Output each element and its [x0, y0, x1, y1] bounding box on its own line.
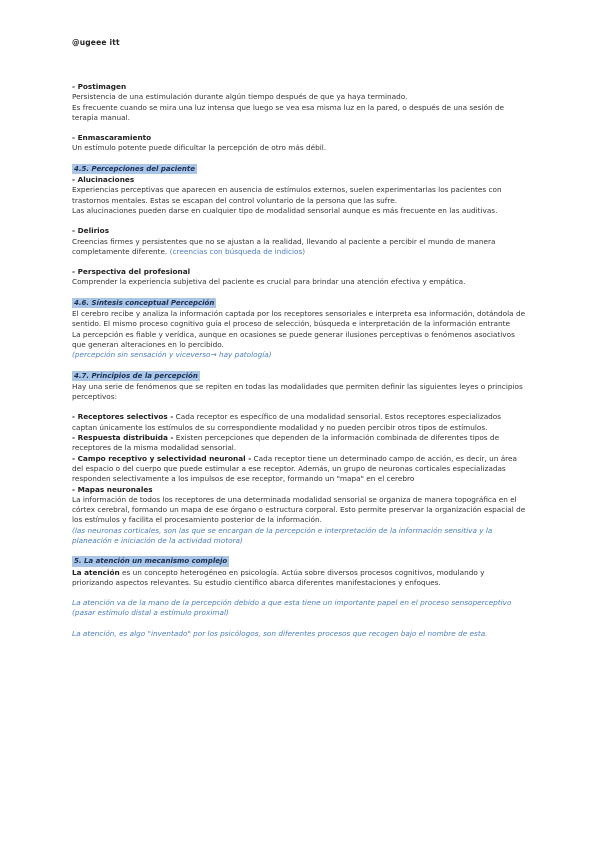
atencion-p1-rest: es un concepto heterogéneo en psicología. Actúa sobre diversos procesos cognitivos, modulando y priorizando aspectos relevantes. Su estudio científico abarca diferentes manifestaciones y enfoques. — [72, 567, 485, 587]
atencion-p1 — [72, 568, 527, 589]
postimagen-p1: Persistencia de una estimulación durante algún tiempo después de que ya haya terminado. — [72, 92, 408, 102]
delirios-note: (creencias con búsqueda de indicios) — [169, 246, 306, 256]
sintesis-note: (percepción sin sensación y viceverso→ hay patología) — [72, 350, 272, 360]
distribuida-item — [72, 433, 527, 454]
postimagen-p2: Es frecuente cuando se mira una luz intensa que luego se vea esa misma luz en la pared, o después de una sesión de terapia manual. — [72, 102, 505, 122]
brand-watermark: @ugeee itt — [72, 38, 120, 47]
alucinaciones-title: - Alucinaciones — [72, 175, 135, 185]
mapas-text: La información de todos los receptores de una determinada modalidad sensorial se organiza de manera topográfica en el córtex cerebral, formando un mapa de ese órgano o estructura corporal. Esto permite preservar la organización espacial de los estímulos y facilita el procesamiento posterior de la información. — [72, 494, 526, 525]
section-heading-5: 5. La atención un mecanismo complejo — [74, 557, 228, 566]
atencion-bold-lead: La atención — [72, 567, 120, 577]
delirios-p1: Creencias firmes y persistentes que no se ajustan a la realidad, llevando al paciente a percibir el mundo de manera completamente diferente. — [72, 236, 496, 256]
enmascaramiento-title: - Enmascaramiento — [72, 133, 152, 143]
distribuida-text: Existen percepciones que dependen de la información combinada de diferentes tipos de receptores de la misma modalidad sensorial. — [72, 433, 500, 453]
section-heading-4-5: 4.5. Percepciones del paciente — [74, 164, 195, 173]
section-heading-4-6: 4.6. Síntesis conceptual Percepción — [74, 298, 215, 307]
perspectiva-p1: Comprender la experiencia subjetiva del paciente es crucial para brindar una atención efectiva y empática. — [72, 277, 466, 287]
atencion-note-2: La atención, es algo "inventado" por los psicólogos, son diferentes procesos que recogen bajo el nombre de esta. — [72, 628, 488, 638]
enmascaramiento-p1: Un estímulo potente puede dificultar la percepción de otro más débil. — [72, 143, 327, 153]
section-heading-4-7: 4.7. Principios de la percepción — [74, 371, 198, 380]
campo-title: - Campo receptivo y selectividad neuronal - — [72, 453, 252, 463]
delirios-paragraph — [72, 237, 527, 258]
delirios-title: - Delirios — [72, 226, 110, 236]
sintesis-p2: La percepción es fiable y verídica, aunque en ocasiones se puede generar ilusiones perceptivas o fenómenos asociativos que generan alteraciones en lo percibido. — [72, 329, 515, 349]
mapas-title: - Mapas neuronales — [72, 484, 153, 494]
perspectiva-title: - Perspectiva del profesional — [72, 267, 191, 277]
alucinaciones-p1: Experiencias perceptivas que aparecen en ausencia de estímulos externos, suelen experimentarlas los pacientes con trastornos mentales. Estas se escapan del control voluntario de la persona que las sufre. — [72, 185, 502, 205]
distribuida-title: - Respuesta distribuida - — [72, 433, 174, 443]
postimagen-title: - Postimagen — [72, 82, 127, 91]
campo-text: Cada receptor tiene un determinado campo de acción, es decir, un área del espacio o del cuerpo que puede estimular a ese receptor. Además, un grupo de neuronas corticales especializadas responden selectivamente a los impulsos de ese receptor, formando un "mapa" en el cerebro — [72, 453, 517, 484]
campo-item — [72, 454, 527, 485]
receptores-title: - Receptores selectivos - — [72, 412, 174, 422]
principios-intro: Hay una serie de fenómenos que se repiten en todas las modalidades que permiten definir las siguientes leyes o principios perceptivos: — [72, 381, 523, 402]
document-content — [72, 82, 527, 639]
receptores-text: Cada receptor es específico de una modalidad sensorial. Estos receptores especializados captan únicamente los estímulos de su correspondiente modalidad y no pueden percibir otros tipos de estímulos. — [72, 412, 502, 432]
mapas-note: (las neuronas corticales, son las que se encargan de la percepción e interpretación de la información sensitiva y la planeación e iniciación de la actividad motora) — [72, 525, 493, 545]
atencion-note-1: La atención va de la mano de la percepción debido a que esta tiene un importante papel en el proceso sensoperceptivo (pasar estímulo distal a estímulo proximal) — [72, 598, 512, 618]
receptores-item — [72, 412, 527, 433]
sintesis-p1: El cerebro recibe y analiza la información captada por los receptores sensoriales e interpreta esa información, dotándola de sentido. El mismo proceso cognitivo guía el proceso de selección, búsqueda e interpretación de la información entrante — [72, 309, 526, 329]
alucinaciones-p2: Las alucinaciones pueden darse en cualquier tipo de modalidad sensorial aunque es más frecuente en las auditivas. — [72, 205, 498, 215]
